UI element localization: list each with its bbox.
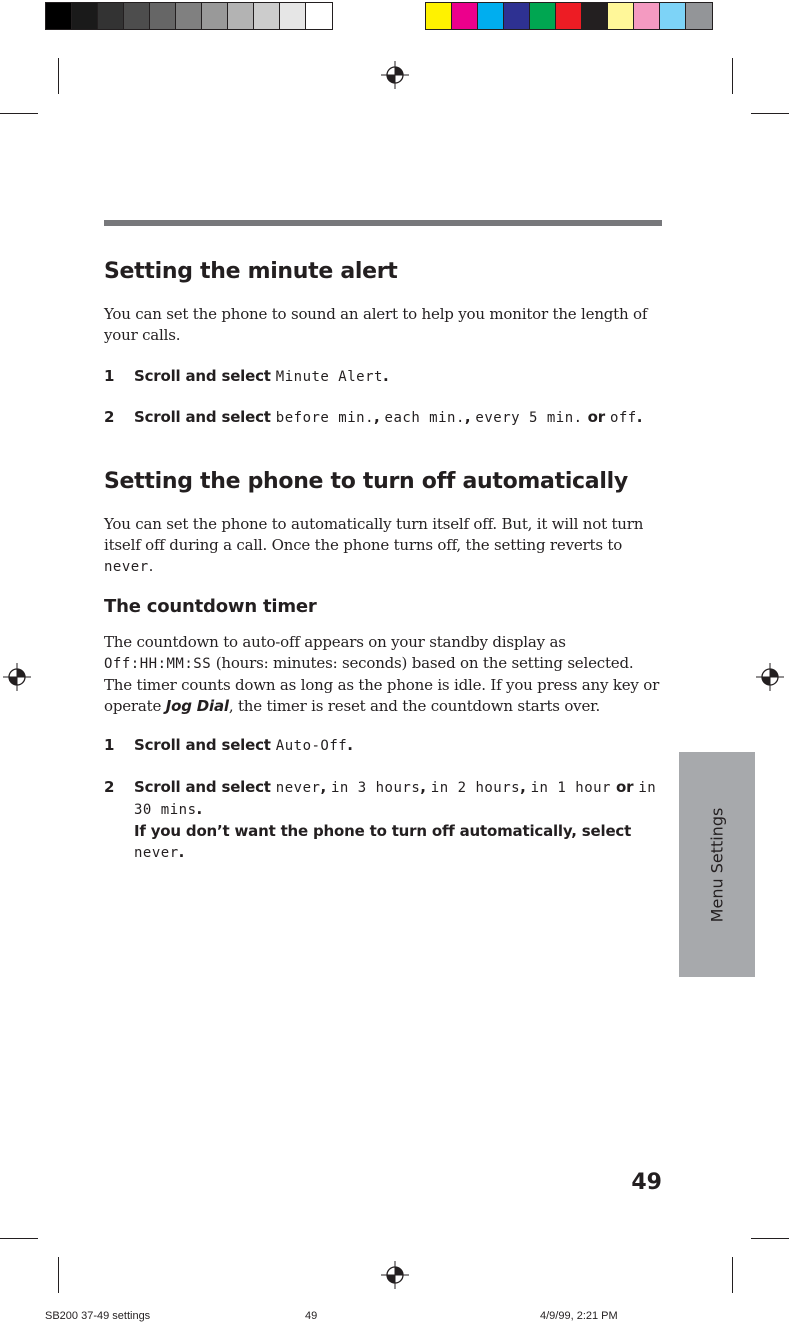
color-swatch (608, 3, 634, 29)
step-separator: or (582, 408, 610, 426)
step-number: 1 (104, 736, 115, 754)
step-note (134, 821, 674, 864)
color-swatch (686, 3, 712, 29)
minute-alert-heading: Setting the minute alert (104, 259, 398, 284)
step-punct: . (382, 367, 389, 385)
minute-alert-step-2 (104, 407, 674, 429)
color-swatch (634, 3, 660, 29)
menu-option: Minute Alert (275, 369, 383, 385)
step-number: 2 (104, 778, 115, 796)
color-swatch (426, 3, 452, 29)
paragraph-text: (hours: minutes: seconds) based on the setting selected. The timer counts down as long as the phone is idle. If you press any key or operate (104, 654, 660, 715)
section-rule (104, 220, 662, 226)
auto-off-intro (104, 514, 664, 578)
footer-page: 49 (305, 1310, 318, 1322)
grayscale-color-bar (45, 2, 333, 30)
registration-mark-icon (3, 663, 31, 691)
registration-mark-icon (756, 663, 784, 691)
color-swatch (306, 3, 332, 29)
color-swatch (228, 3, 254, 29)
menu-option: never (275, 780, 321, 796)
color-swatch (124, 3, 150, 29)
menu-option: Auto-Off (275, 738, 348, 754)
minute-alert-intro: You can set the phone to sound an alert to help you monitor the length of your calls. (104, 305, 648, 344)
color-swatch (254, 3, 280, 29)
menu-option: each min. (384, 410, 465, 426)
step-text: Scroll and select (134, 778, 271, 796)
color-swatch (582, 3, 608, 29)
color-swatch (556, 3, 582, 29)
menu-option: off (609, 410, 637, 426)
step-number: 2 (104, 408, 115, 426)
step-text: Scroll and select (134, 736, 271, 754)
footer-datetime: 4/9/99, 2:21 PM (540, 1310, 618, 1322)
color-swatch (72, 3, 98, 29)
auto-off-heading: Setting the phone to turn off automatically (104, 469, 628, 494)
menu-option: before min. (275, 410, 374, 426)
auto-off-step-1 (104, 735, 674, 757)
crop-mark (751, 113, 789, 114)
step-punct: . (347, 736, 353, 754)
color-swatch (478, 3, 504, 29)
menu-option: never (104, 559, 149, 575)
crop-mark (58, 58, 59, 94)
paragraph-text: The countdown to auto-off appears on your standby display as (104, 633, 566, 651)
page-number: 49 (631, 1170, 662, 1195)
color-swatch (530, 3, 556, 29)
menu-option: every 5 min. (475, 410, 583, 426)
step-separator: or (610, 778, 639, 796)
display-code: Off:HH:MM:SS (104, 656, 212, 672)
note-punct: . (178, 843, 185, 861)
step-separator: , (320, 778, 331, 796)
color-swatch (98, 3, 124, 29)
chapter-side-tab (679, 752, 755, 977)
crop-mark (732, 1257, 733, 1293)
color-swatch (150, 3, 176, 29)
step-text: Scroll and select (134, 367, 271, 385)
note-text: If you don’t want the phone to turn off automatically, select (134, 822, 632, 840)
countdown-timer-paragraph (104, 632, 664, 717)
menu-option: never (134, 845, 179, 861)
countdown-timer-subheading: The countdown timer (104, 596, 317, 617)
step-separator: , (520, 778, 531, 796)
chapter-tab-label: Menu Settings (707, 807, 727, 922)
color-swatch (452, 3, 478, 29)
color-swatch (202, 3, 228, 29)
paragraph-text: You can set the phone to automatically turn itself off. But, it will not turn itself off during a call. Once the phone turns off, the setting reverts to (104, 515, 644, 554)
paragraph-punct: . (148, 557, 154, 575)
process-color-bar (425, 2, 713, 30)
crop-mark (0, 113, 38, 114)
jog-dial-term: Jog Dial (165, 697, 229, 715)
menu-option: in 30 mins (134, 780, 657, 818)
color-swatch (280, 3, 306, 29)
step-text: Scroll and select (134, 408, 271, 426)
crop-mark (0, 1238, 38, 1239)
step-separator: , (464, 408, 476, 426)
crop-mark (732, 58, 733, 94)
registration-mark-icon (381, 1261, 409, 1289)
color-swatch (46, 3, 72, 29)
minute-alert-step-1 (104, 366, 674, 388)
menu-option: in 3 hours (330, 780, 421, 796)
step-separator: , (374, 408, 385, 426)
registration-mark-icon (381, 61, 409, 89)
menu-option: in 2 hours (430, 780, 521, 796)
step-punct: . (636, 408, 643, 426)
step-punct: . (196, 800, 203, 818)
crop-mark (58, 1257, 59, 1293)
menu-option: in 1 hour (530, 780, 611, 796)
auto-off-step-2 (104, 777, 674, 864)
crop-mark (751, 1238, 789, 1239)
color-swatch (176, 3, 202, 29)
step-number: 1 (104, 367, 115, 385)
color-swatch (504, 3, 530, 29)
step-separator: , (420, 778, 431, 796)
footer-filename: SB200 37-49 settings (45, 1310, 151, 1322)
paragraph-text: , the timer is reset and the countdown starts over. (228, 697, 601, 715)
color-swatch (660, 3, 686, 29)
